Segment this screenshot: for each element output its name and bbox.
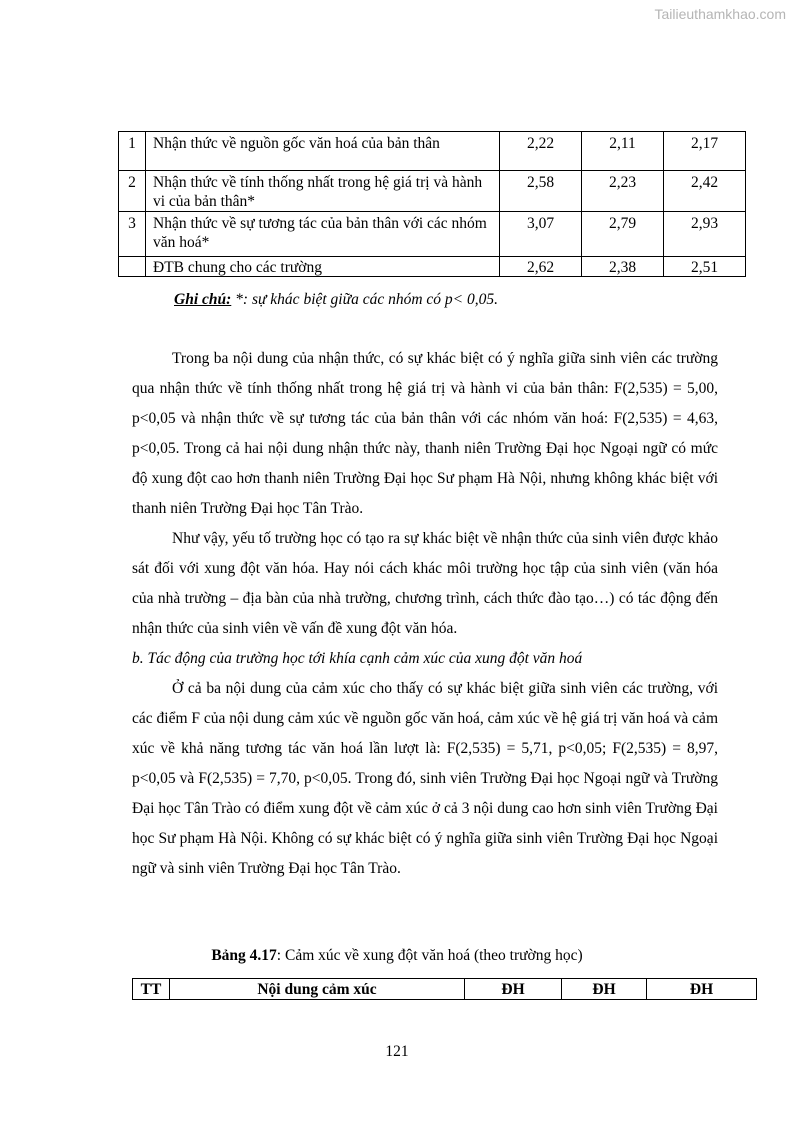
row-value-1: 3,07 <box>500 212 582 257</box>
table-header-row <box>133 979 757 1000</box>
caption-text: : Cảm xúc về xung đột văn hoá (theo trường học) <box>276 947 583 964</box>
row-number: 2 <box>119 171 146 212</box>
table-row <box>119 132 746 171</box>
header-tt: TT <box>133 979 170 1000</box>
watermark: Tailieuthamkhao.com <box>654 6 786 22</box>
row-value-3: 2,51 <box>664 257 746 277</box>
row-value-2: 2,23 <box>582 171 664 212</box>
note-text: *: sự khác biệt giữa các nhóm có p< 0,05. <box>231 291 498 308</box>
row-number <box>119 257 146 277</box>
cam-xuc-table <box>132 978 757 1000</box>
row-content: Nhận thức về sự tương tác của bản thân với các nhóm văn hoá* <box>146 212 500 257</box>
table-note <box>174 291 498 309</box>
row-number: 3 <box>119 212 146 257</box>
row-number: 1 <box>119 132 146 171</box>
body-text <box>132 344 718 884</box>
table-row <box>119 212 746 257</box>
table-row-summary <box>119 257 746 277</box>
row-content: ĐTB chung cho các trường <box>146 257 500 277</box>
table-row <box>119 171 746 212</box>
page-number: 121 <box>385 1043 409 1060</box>
paragraph-2: Như vậy, yếu tố trường học có tạo ra sự khác biệt về nhận thức của sinh viên được khảo sát đối với xung đột văn hóa. Hay nói cách khác môi trường học tập của sinh viên (văn hóa của nhà trường – địa bàn của nhà trường, chương trình, cách thức đào tạo…) có tác động đến nhận thức của sinh viên về vấn đề xung đột văn hóa. <box>132 530 718 637</box>
paragraph-1: Trong ba nội dung của nhận thức, có sự khác biệt có ý nghĩa giữa sinh viên các trường qua nhận thức về tính thống nhất trong hệ giá trị và hành vi của bản thân: F(2,535) = 5,00, p<0,05 và nhận thức về sự tương tác của bản thân với các nhóm văn hoá: F(2,535) = 4,63, p<0,05. Trong cả hai nội dung nhận thức này, thanh niên Trường Đại học Ngoại ngữ có mức độ xung đột cao hơn thanh niên Trường Đại học Sư phạm Hà Nội, nhưng không khác biệt với thanh niên Trường Đại học Tân Trào. <box>132 350 718 517</box>
row-value-1: 2,22 <box>500 132 582 171</box>
row-value-3: 2,17 <box>664 132 746 171</box>
row-value-3: 2,42 <box>664 171 746 212</box>
row-value-2: 2,38 <box>582 257 664 277</box>
header-dh-2: ĐH <box>562 979 647 1000</box>
header-dh-3: ĐH <box>647 979 757 1000</box>
caption-label: Bảng 4.17 <box>211 947 277 964</box>
nhan-thuc-table <box>118 131 746 277</box>
row-content: Nhận thức về tính thống nhất trong hệ giá trị và hành vi của bản thân* <box>146 171 500 212</box>
row-value-2: 2,11 <box>582 132 664 171</box>
row-value-1: 2,58 <box>500 171 582 212</box>
row-value-3: 2,93 <box>664 212 746 257</box>
header-dh-1: ĐH <box>465 979 562 1000</box>
note-label: Ghi chú: <box>174 291 232 308</box>
header-content: Nội dung cảm xúc <box>170 979 465 1000</box>
row-value-1: 2,62 <box>500 257 582 277</box>
row-content: Nhận thức về nguồn gốc văn hoá của bản thân <box>146 132 500 171</box>
row-value-2: 2,79 <box>582 212 664 257</box>
section-heading: b. Tác động của trường học tới khía cạnh cảm xúc của xung đột văn hoá <box>132 650 583 667</box>
table-caption <box>0 947 794 965</box>
paragraph-3: Ở cả ba nội dung của cảm xúc cho thấy có sự khác biệt giữa sinh viên các trường, với các điểm F của nội dung cảm xúc về nguồn gốc văn hoá, cảm xúc về hệ giá trị văn hoá và cảm xúc về khả năng tương tác văn hoá lần lượt là: F(2,535) = 5,71, p<0,05; F(2,535) = 8,97, p<0,05 và F(2,535) = 7,70, p<0,05. Trong đó, sinh viên Trường Đại học Ngoại ngữ và Trường Đại học Tân Trào có điểm xung đột về cảm xúc ở cả 3 nội dung cao hơn sinh viên Trường Đại học Sư phạm Hà Nội. Không có sự khác biệt có ý nghĩa giữa sinh viên Trường Đại học Ngoại ngữ và sinh viên Trường Đại học Tân Trào. <box>132 680 718 877</box>
